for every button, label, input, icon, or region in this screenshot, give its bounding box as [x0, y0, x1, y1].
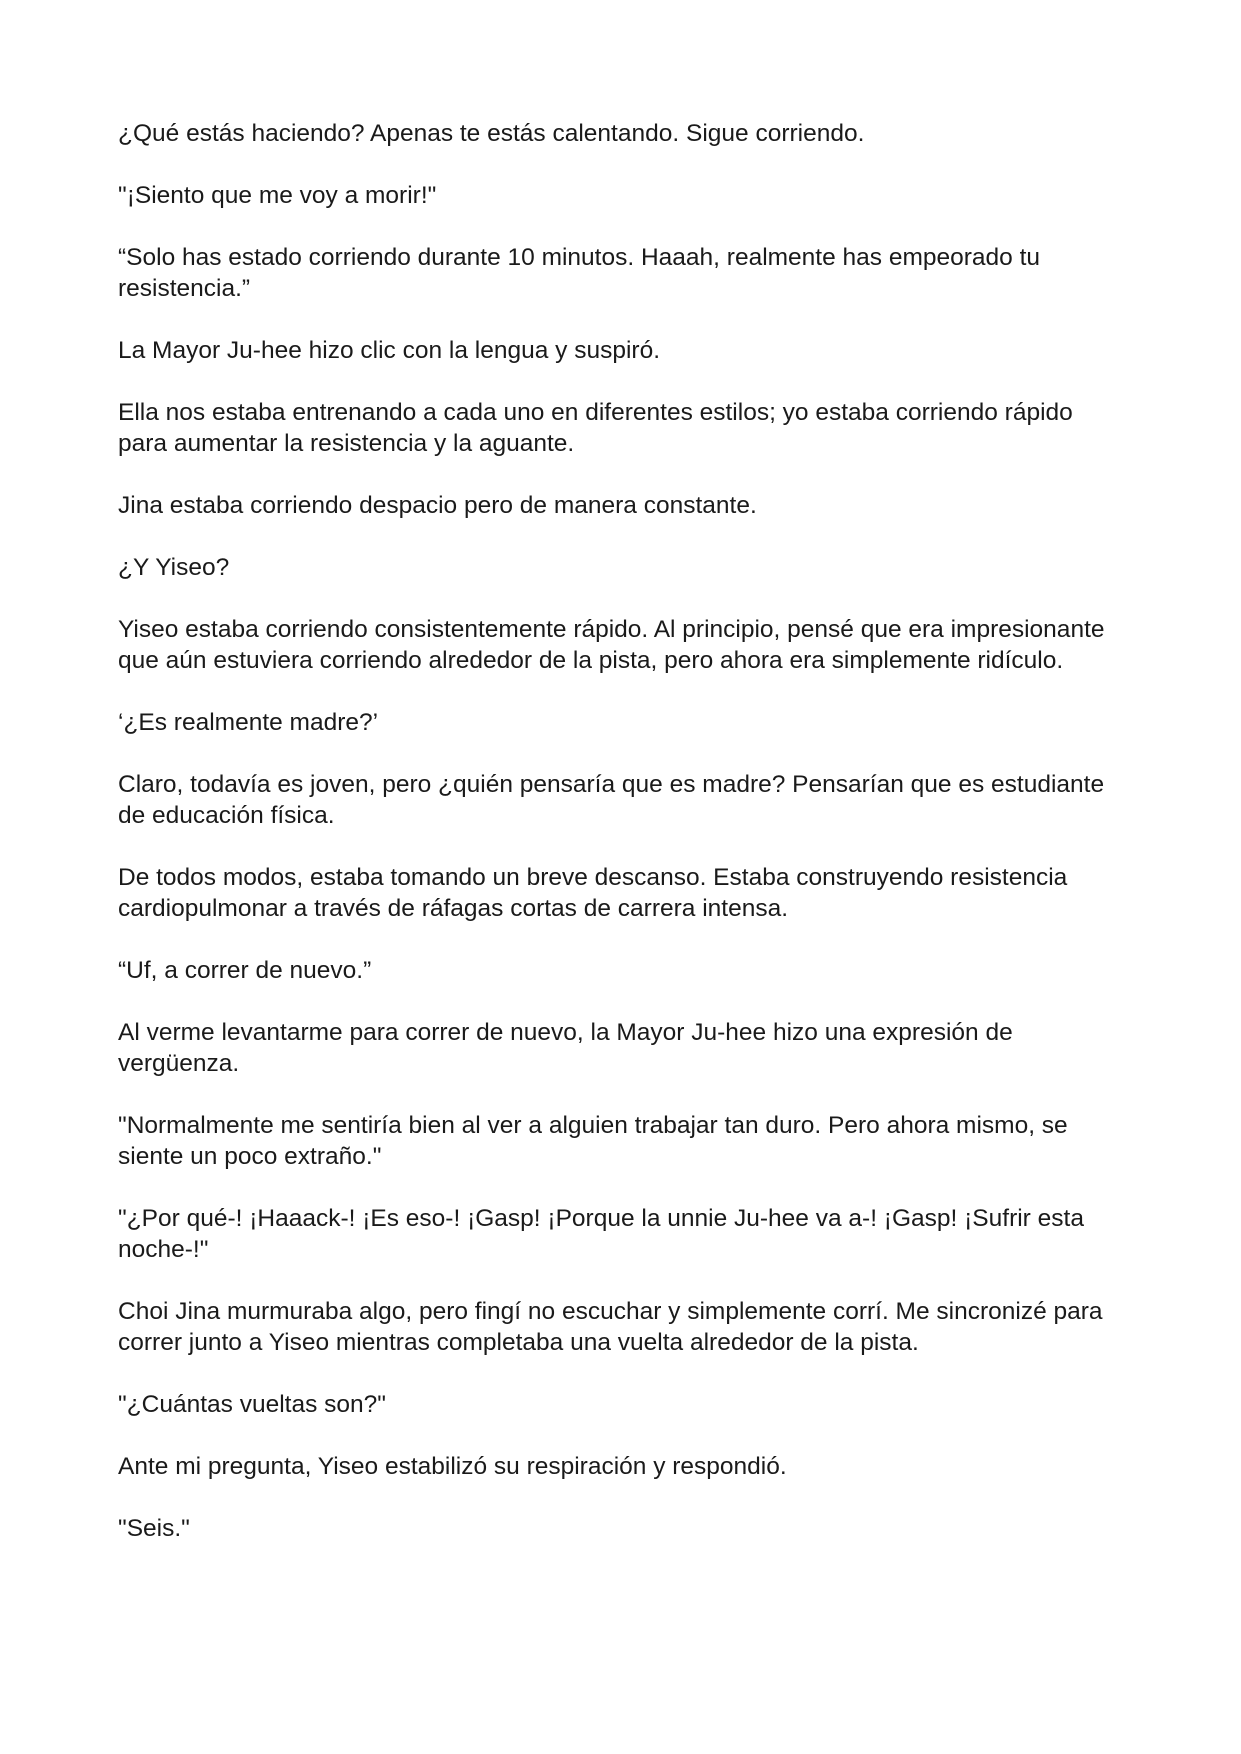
paragraph-5: Ella nos estaba entrenando a cada uno en diferentes estilos; yo estaba corriendo rápido para aumentar la resistencia y la aguante.: [118, 399, 1073, 457]
paragraph-18: Ante mi pregunta, Yiseo estabilizó su respiración y respondió.: [118, 1453, 787, 1480]
paragraph-7: ¿Y Yiseo?: [118, 554, 230, 581]
document-body: [118, 118, 1128, 1575]
paragraph-6: Jina estaba corriendo despacio pero de manera constante.: [118, 492, 757, 519]
paragraph-4: La Mayor Ju-hee hizo clic con la lengua y suspiró.: [118, 337, 661, 364]
paragraph-17: "¿Cuántas vueltas son?": [118, 1391, 386, 1418]
paragraph-2: "¡Siento que me voy a morir!": [118, 182, 437, 209]
paragraph-9: ‘¿Es realmente madre?’: [118, 709, 379, 736]
paragraph-14: "Normalmente me sentiría bien al ver a alguien trabajar tan duro. Pero ahora mismo, se siente un poco extraño.": [118, 1112, 1068, 1170]
paragraph-8: Yiseo estaba corriendo consistentemente rápido. Al principio, pensé que era impresionante que aún estuviera corriendo alrededor de la pista, pero ahora era simplemente ridículo.: [118, 616, 1105, 674]
paragraph-12: “Uf, a correr de nuevo.”: [118, 957, 372, 984]
paragraph-1: ¿Qué estás haciendo? Apenas te estás calentando. Sigue corriendo.: [118, 120, 865, 147]
paragraph-15: "¿Por qué-! ¡Haaack-! ¡Es eso-! ¡Gasp! ¡Porque la unnie Ju-hee va a-! ¡Gasp! ¡Sufrir esta noche-!": [118, 1205, 1084, 1263]
paragraph-16: Choi Jina murmuraba algo, pero fingí no escuchar y simplemente corrí. Me sincronizé para correr junto a Yiseo mientras completaba una vuelta alrededor de la pista.: [118, 1298, 1103, 1356]
paragraph-3: “Solo has estado corriendo durante 10 minutos. Haaah, realmente has empeorado tu resistencia.”: [118, 244, 1041, 302]
paragraph-19: "Seis.": [118, 1515, 190, 1542]
paragraph-13: Al verme levantarme para correr de nuevo, la Mayor Ju-hee hizo una expresión de vergüenza.: [118, 1019, 1013, 1077]
paragraph-10: Claro, todavía es joven, pero ¿quién pensaría que es madre? Pensarían que es estudiante de educación física.: [118, 771, 1105, 829]
paragraph-11: De todos modos, estaba tomando un breve descanso. Estaba construyendo resistencia cardiopulmonar a través de ráfagas cortas de carrera intensa.: [118, 864, 1068, 922]
